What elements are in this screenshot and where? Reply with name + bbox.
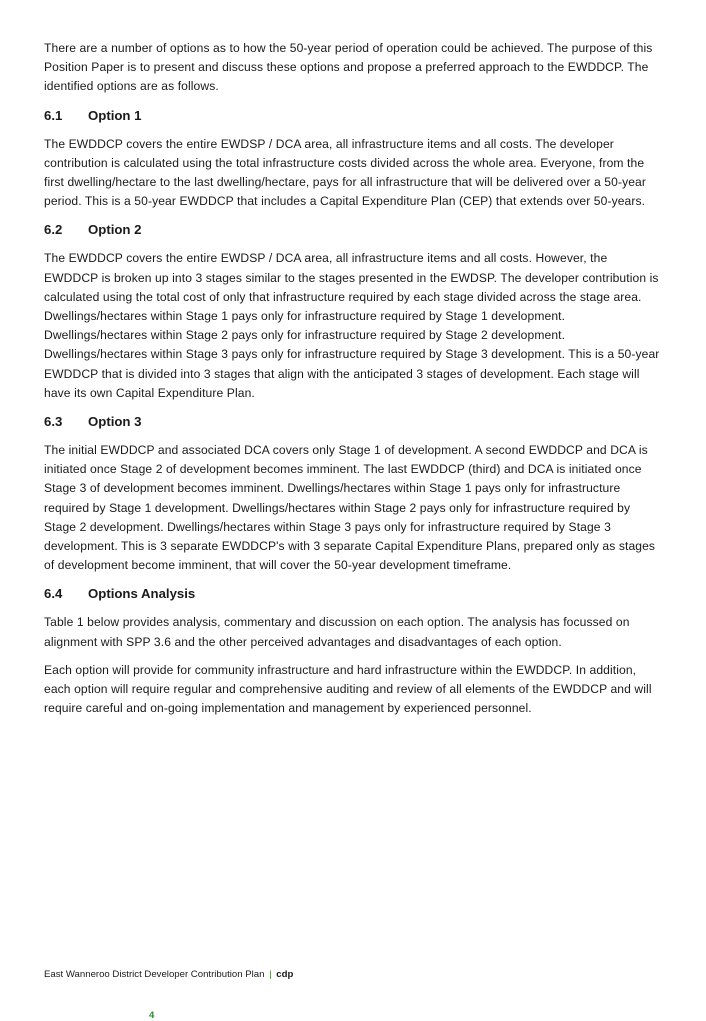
- footer-title: East Wanneroo District Developer Contribution Plan: [44, 969, 265, 980]
- intro-paragraph: There are a number of options as to how the 50-year period of operation could be achieved. The purpose of this Position Paper is to present and discuss these options and propose a preferred approach to the EWDDCP. The identified options are as follows.: [44, 41, 653, 94]
- section-number: 6.1: [44, 107, 63, 123]
- section-title: Option 3: [88, 414, 142, 430]
- section-6-3: [44, 412, 664, 575]
- section-paragraph: Table 1 below provides analysis, commentary and discussion on each option. The analysis has focussed on alignment with SPP 3.6 and the other perceived advantages and disadvantages of each option.: [44, 615, 630, 649]
- section-paragraph: The initial EWDDCP and associated DCA covers only Stage 1 of development. A second EWDDCP and DCA is initiated once Stage 2 of development becomes imminent. The last EWDDCP (third) and DCA is initiated once Stage 3 of development becomes imminent. Dwellings/hectares within Stage 1 pays only for infrastructure required by Stage 1 development. Dwellings/hectares within Stage 2 pays only for infrastructure required by Stage 2 development. Dwellings/hectares within Stage 3 pays only for infrastructure required by Stage 3 development. This is 3 separate EWDDCP's with 3 separate Capital Expenditure Plans, prepared only as stages of development become imminent, that will cover the 50-year development timeframe.: [44, 443, 656, 573]
- section-number: 6.4: [44, 586, 63, 602]
- section-number: 6.2: [44, 222, 63, 238]
- page-footer: [44, 968, 293, 982]
- section-heading: [44, 220, 664, 240]
- footer-brand: cdp: [276, 969, 294, 980]
- section-heading: [44, 584, 664, 604]
- section-paragraph: The EWDDCP covers the entire EWDSP / DCA area, all infrastructure items and all costs. The developer contribution is calculated using the total infrastructure costs divided across the whole area. Everyone, from the first dwelling/hectare to the last dwelling/hectare, pays for all infrastructure that will be delivered over a 50-year period. This is a 50-year EWDDCP that includes a Capital Expenditure Plan (CEP) that extends over 50-years.: [44, 136, 646, 209]
- section-number: 6.3: [44, 414, 63, 430]
- section-heading: [44, 106, 664, 126]
- section-title: Option 2: [88, 222, 142, 238]
- section-6-2: [44, 220, 664, 403]
- section-6-4: [44, 584, 664, 718]
- page-number: 4: [149, 1010, 155, 1021]
- document-body: [44, 39, 664, 727]
- section-6-1: [44, 106, 664, 212]
- section-paragraph: The EWDDCP covers the entire EWDSP / DCA area, all infrastructure items and all costs. However, the EWDDCP is broken up into 3 stages similar to the stages presented in the EWDSP. The developer contribution is calculated using the total cost of only that infrastructure required by each stage divided across the stage area. Dwellings/hectares within Stage 1 pays only for infrastructure required by Stage 1 development. Dwellings/hectares within Stage 2 pays only for infrastructure required by Stage 2 development. Dwellings/hectares within Stage 3 pays only for infrastructure required by Stage 3 development. This is a 50-year EWDDCP that is divided into 3 stages that align with the anticipated 3 stages of development. Each stage will have its own Capital Expenditure Plan.: [44, 251, 660, 400]
- section-title: Options Analysis: [88, 586, 196, 602]
- section-paragraph: Each option will provide for community infrastructure and hard infrastructure within the EWDDCP. In addition, each option will require regular and comprehensive auditing and review of all elements of the EWDDCP and will require careful and on-going implementation and management by experienced personnel.: [44, 662, 652, 716]
- section-title: Option 1: [88, 107, 142, 123]
- section-heading: [44, 412, 664, 432]
- footer-separator: |: [269, 969, 272, 980]
